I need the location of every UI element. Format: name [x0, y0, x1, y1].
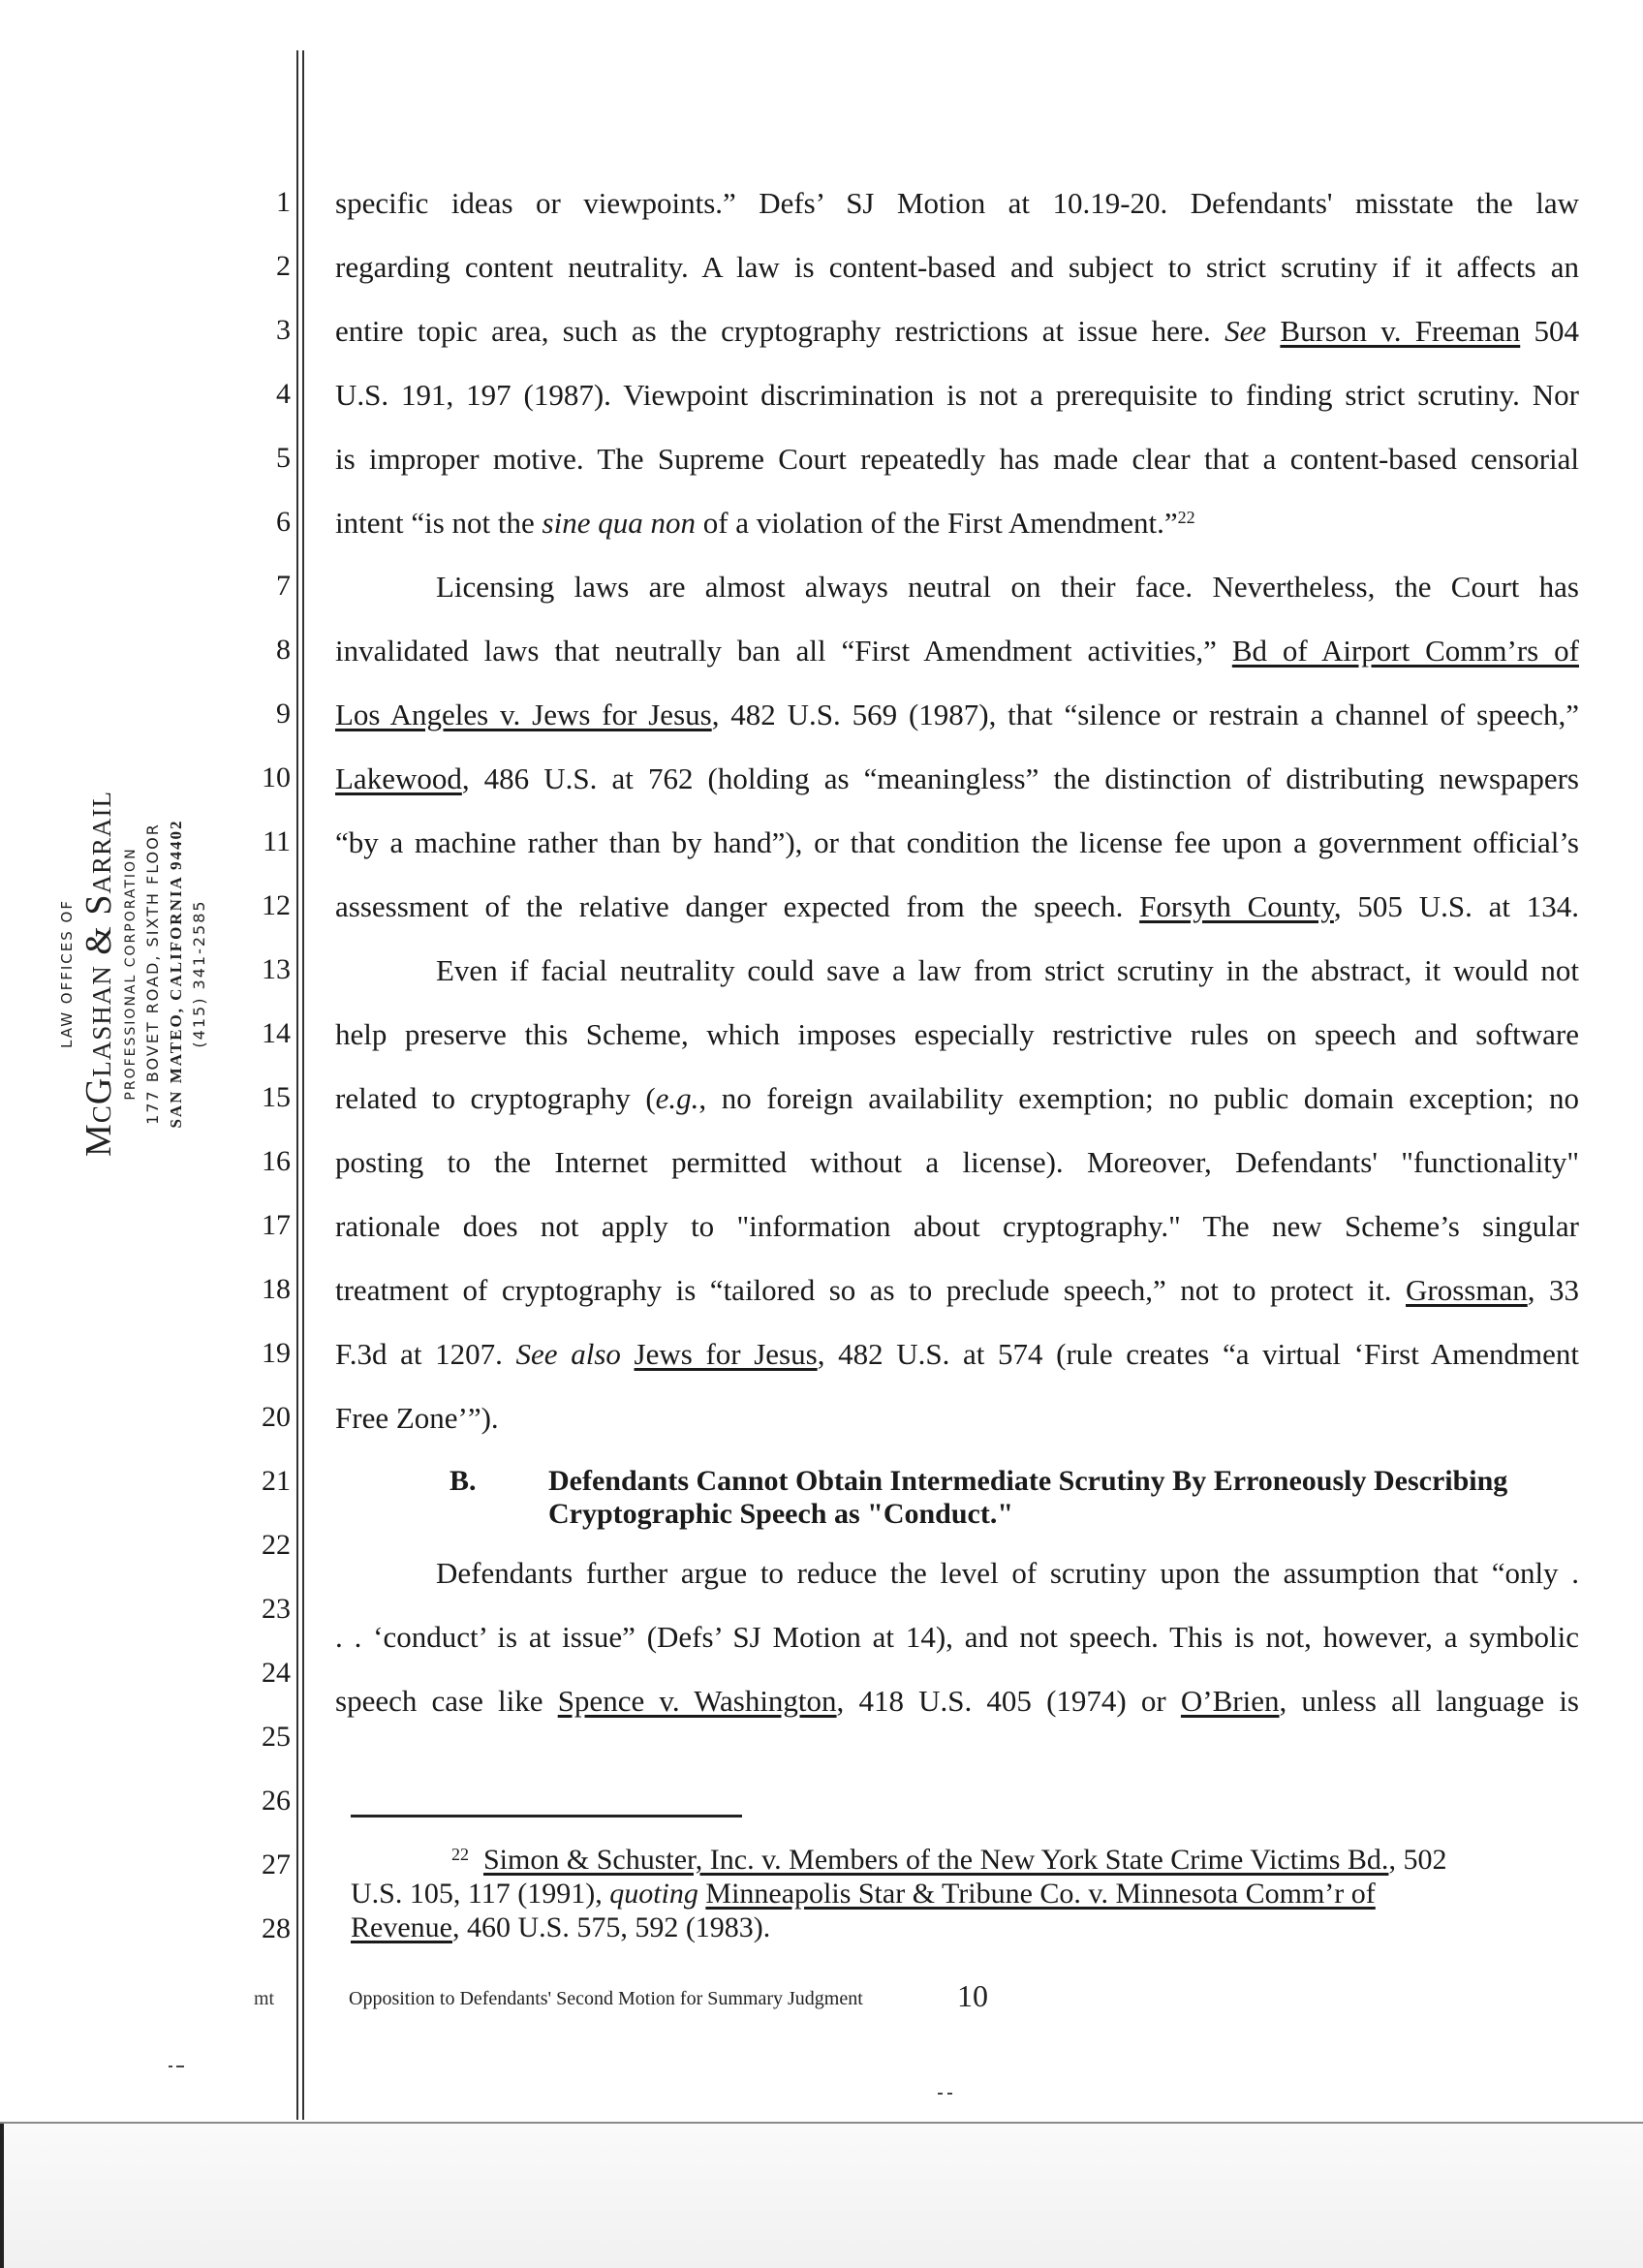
line-number: 2 [276, 250, 291, 282]
line-number: 8 [276, 634, 291, 666]
line-number: 17 [262, 1209, 291, 1241]
case-citation: Lakewood [335, 761, 462, 795]
text-run: speech case like [335, 1684, 558, 1718]
text-line [335, 1081, 1579, 1116]
page-number: 10 [957, 1978, 988, 2013]
case-citation: Simon & Schuster, Inc. v. Members of the New York State Crime Victims Bd. [483, 1844, 1389, 1876]
line-number: 27 [262, 1849, 291, 1880]
footnote-line [351, 1877, 1571, 1911]
text-line: Free Zone’”). [335, 1401, 499, 1435]
case-citation: Jews for Jesus [634, 1337, 818, 1371]
text-run: treatment of cryptography is “tailored so as to preclude speech,” not to protect it. [335, 1273, 1407, 1307]
section-title-line1: Defendants Cannot Obtain Intermediate Scrutiny By Erroneously Describing [548, 1465, 1508, 1497]
line-number: 16 [262, 1145, 291, 1177]
italic-phrase: sine qua non [542, 506, 696, 540]
text-run: , unless all language is [1279, 1684, 1579, 1718]
line-number: 10 [262, 761, 291, 793]
space [621, 1337, 635, 1371]
letterhead-city: SAN MATEO, CALIFORNIA 94402 [167, 819, 185, 1129]
line-number: 23 [262, 1593, 291, 1625]
italic-phrase: quoting [609, 1878, 698, 1910]
footnote-number: 22 [451, 1845, 469, 1864]
line-number: 4 [276, 378, 291, 410]
footnote-line [351, 1843, 1571, 1878]
margin-rule-right [302, 50, 304, 2120]
text-line [335, 698, 1579, 732]
case-citation: Burson v. Freeman [1280, 314, 1521, 348]
typist-initials: mt [254, 1988, 275, 2009]
signal-see: See [1224, 314, 1267, 348]
text-run: , 482 U.S. 569 (1987), that “silence or restrain a channel of speech,” [711, 698, 1579, 731]
line-number: 26 [262, 1785, 291, 1817]
text-run: of a violation of the First Amendment.” [695, 506, 1178, 540]
text-line [335, 506, 1579, 541]
letterhead [56, 683, 269, 1264]
case-citation: O’Brien [1180, 1684, 1280, 1718]
text-line: is improper motive. The Supreme Court repeatedly has made clear that a content-based censorial [335, 442, 1579, 476]
text-run: related to cryptography ( [335, 1081, 656, 1115]
text-run: , 505 U.S. at 134. [1333, 889, 1579, 923]
text-run: , 486 U.S. at 762 (holding as “meaningless” the distinction of distributing newspapers [461, 761, 1579, 795]
text-run: invalidated laws that neutrally ban all “First Amendment activities,” [335, 634, 1232, 668]
line-number: 9 [276, 698, 291, 730]
text-run: entire topic area, such as the cryptography restrictions at issue here. [335, 314, 1225, 348]
text-line [335, 1273, 1579, 1308]
text-line: . . ‘conduct’ is at issue” (Defs’ SJ Motion at 14), and not speech. This is not, however, a symbolic [335, 1620, 1579, 1654]
text-run: 504 [1520, 314, 1580, 348]
text-line: Defendants further argue to reduce the level of scrutiny upon the assumption that “only . [436, 1556, 1579, 1590]
line-number: 6 [276, 506, 291, 538]
line-number: 7 [276, 570, 291, 602]
text-run: intent “is not the [335, 506, 542, 540]
text-run: F.3d at 1207. [335, 1337, 516, 1371]
case-citation: Spence v. Washington [557, 1684, 837, 1718]
section-title-line2: Cryptographic Speech as "Conduct." [548, 1498, 1013, 1530]
text-run: U.S. 105, 117 (1991), [351, 1878, 610, 1910]
line-number: 28 [262, 1912, 291, 1944]
section-letter: B. [450, 1465, 477, 1497]
scan-speck [938, 2093, 943, 2095]
signal-see-also: See also [515, 1337, 621, 1371]
text-line: Even if facial neutrality could save a law from strict scrutiny in the abstract, it would not [436, 953, 1579, 987]
scan-speck [169, 2066, 172, 2067]
line-number: 20 [262, 1401, 291, 1433]
text-line [335, 634, 1579, 668]
text-line [335, 1337, 1579, 1372]
letterhead-corporation: PROFESSIONAL CORPORATION [123, 847, 139, 1101]
text-line [335, 1684, 1579, 1719]
line-number: 24 [262, 1657, 291, 1689]
line-number: 13 [262, 953, 291, 985]
line-number: 14 [262, 1017, 291, 1049]
line-number: 25 [262, 1721, 291, 1753]
text-line: specific ideas or viewpoints.” Defs’ SJ Motion at 10.19-20. Defendants' misstate the law [335, 186, 1579, 220]
footnote-separator [351, 1815, 742, 1818]
letterhead-phone: (415) 341-2585 [190, 899, 208, 1048]
line-number: 5 [276, 442, 291, 474]
footnote-reference[interactable]: 22 [1177, 508, 1195, 527]
text-line: U.S. 191, 197 (1987). Viewpoint discrimination is not a prerequisite to finding strict scrutiny. Nor [335, 378, 1579, 412]
text-run: assessment of the relative danger expected from the speech. [335, 889, 1140, 923]
text-line: posting to the Internet permitted without a license). Moreover, Defendants' "functionality" [335, 1145, 1579, 1179]
footer-document-title: Opposition to Defendants' Second Motion for Summary Judgment [349, 1988, 863, 2009]
italic-phrase: e.g. [655, 1081, 699, 1115]
text-run: , 482 U.S. at 574 (rule creates “a virtual ‘First Amendment [817, 1337, 1580, 1371]
line-number: 19 [262, 1337, 291, 1369]
case-citation: Forsyth County [1139, 889, 1334, 923]
line-number: 18 [262, 1273, 291, 1305]
line-number: 15 [262, 1081, 291, 1113]
section-heading [450, 1465, 1583, 1533]
line-number: 12 [262, 889, 291, 921]
case-citation: Grossman [1406, 1273, 1528, 1307]
text-run: , 460 U.S. 575, 592 (1983). [451, 1911, 771, 1943]
case-citation: Minneapolis Star & Tribune Co. v. Minnesota Comm’r of [705, 1878, 1376, 1910]
line-number: 21 [262, 1465, 291, 1497]
text-line [335, 761, 1579, 796]
footnote-line [351, 1911, 1571, 1945]
line-number: 3 [276, 314, 291, 346]
text-run: , no foreign availability exemption; no public domain exception; no [698, 1081, 1580, 1115]
text-run: , 502 [1388, 1844, 1447, 1876]
text-line [335, 889, 1579, 924]
case-citation: Los Angeles v. Jews for Jesus [335, 698, 712, 731]
text-run: , 33 [1527, 1273, 1579, 1307]
text-line: regarding content neutrality. A law is content-based and subject to strict scrutiny if it affects an [335, 250, 1579, 284]
margin-rule-left [296, 50, 298, 2120]
letterhead-line1: LAW OFFICES OF [58, 899, 76, 1048]
scanner-edge [0, 2124, 4, 2268]
scanner-background [0, 2122, 1643, 2268]
text-run: , 418 U.S. 405 (1974) or [836, 1684, 1181, 1718]
line-number: 22 [262, 1529, 291, 1561]
case-citation: Revenue [351, 1911, 452, 1943]
line-number: 1 [276, 186, 291, 218]
text-line: help preserve this Scheme, which imposes especially restrictive rules on speech and software [335, 1017, 1579, 1051]
scan-speck [176, 2066, 184, 2067]
scan-speck [947, 2093, 952, 2095]
line-number: 11 [263, 825, 291, 857]
letterhead-address: 177 BOVET ROAD, SIXTH FLOOR [143, 823, 162, 1125]
text-line: Licensing laws are almost always neutral on their face. Nevertheless, the Court has [436, 570, 1579, 604]
text-line: “by a machine rather than by hand”), or that condition the license fee upon a government official’s [335, 825, 1579, 859]
case-citation: Bd of Airport Comm’rs of [1231, 634, 1579, 668]
text-line: rationale does not apply to "information about cryptography." The new Scheme’s singular [335, 1209, 1579, 1243]
text-line [335, 314, 1579, 349]
firm-name: McGlashan & Sarrail [78, 791, 119, 1157]
